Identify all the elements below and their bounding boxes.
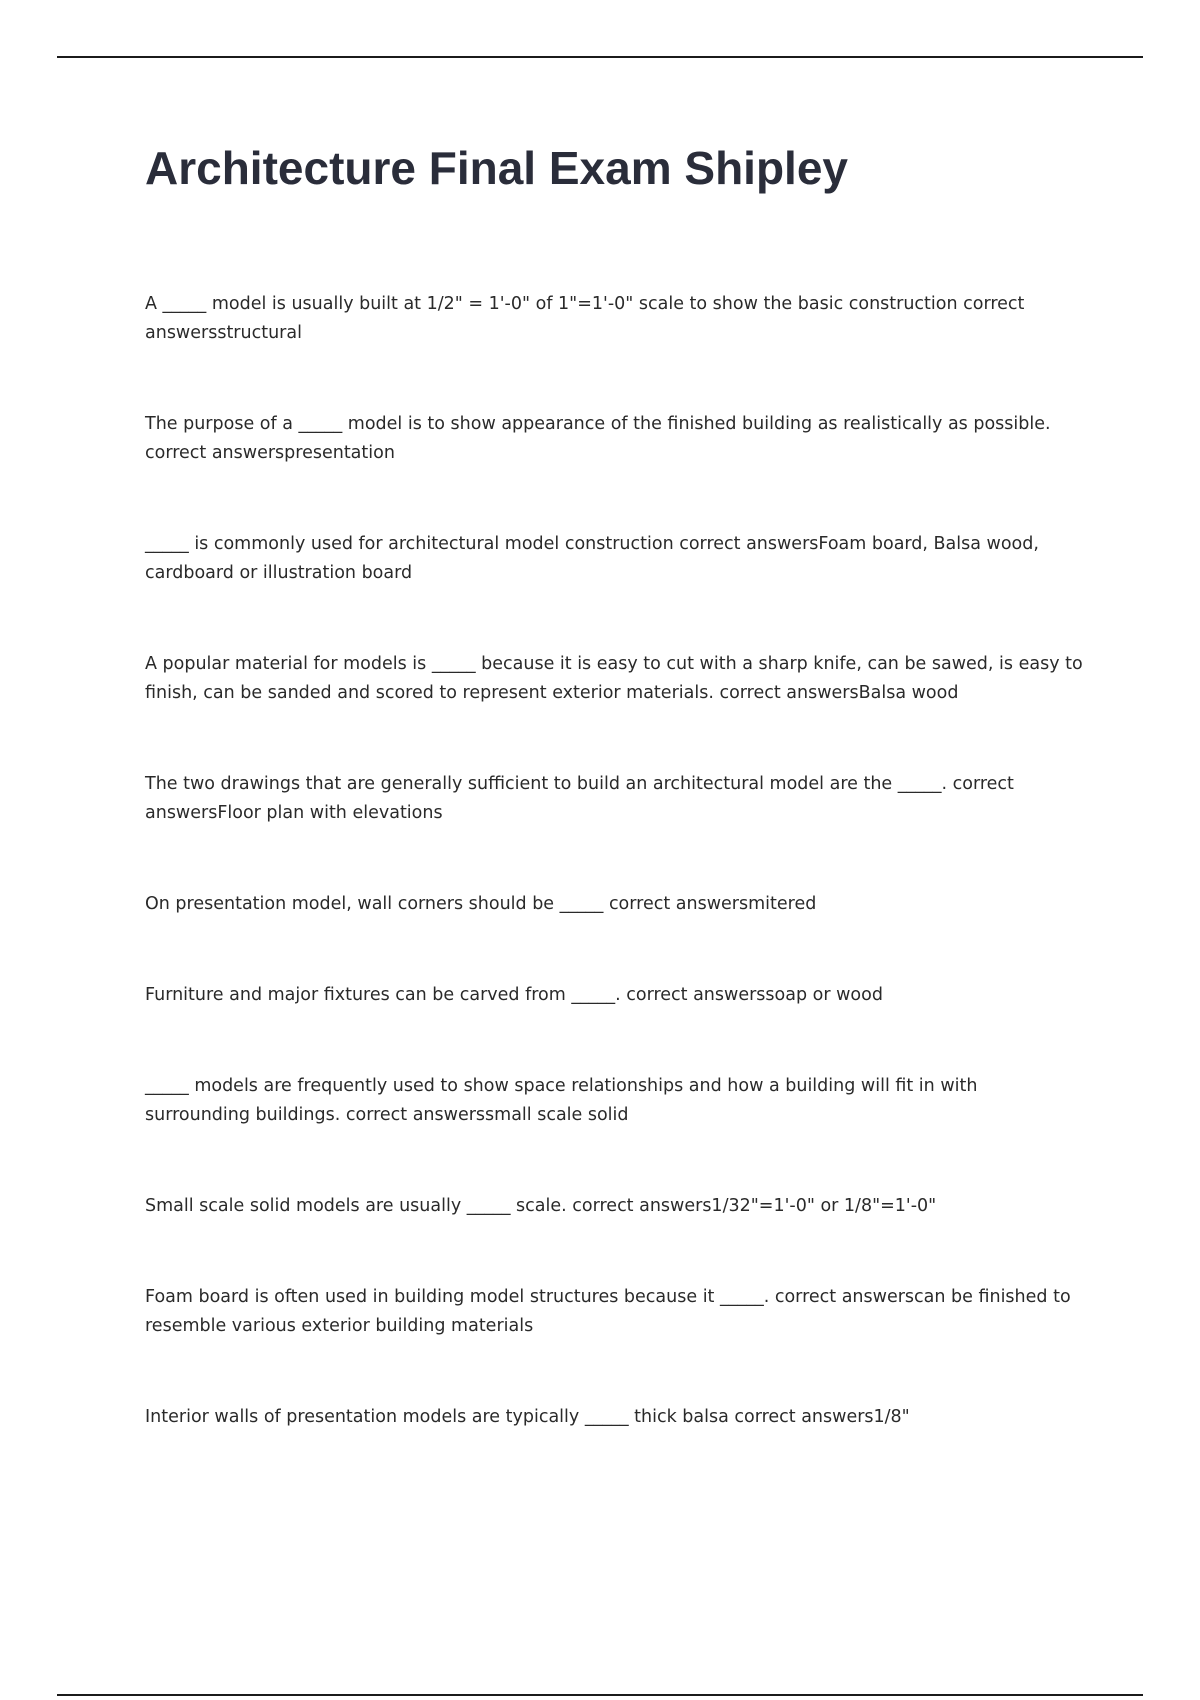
- question-item: A _____ model is usually built at 1/2" = 1'-0" of 1"=1'-0" scale to show the basic construction correct answersstructural: [145, 294, 1025, 343]
- question-item: The purpose of a _____ model is to show appearance of the finished building as realistically as possible. correct answerspresentation: [145, 414, 1051, 463]
- question-item: _____ is commonly used for architectural model construction correct answersFoam board, Balsa wood, cardboard or illustration board: [145, 534, 1039, 583]
- question-item: Small scale solid models are usually _____ scale. correct answers1/32"=1'-0" or 1/8"=1'-0": [145, 1196, 937, 1216]
- top-rule: [57, 56, 1143, 58]
- question-item: Foam board is often used in building model structures because it _____. correct answerscan be finished to resemble various exterior building materials: [145, 1287, 1071, 1336]
- bottom-rule: [57, 1694, 1143, 1696]
- question-item: The two drawings that are generally sufficient to build an architectural model are the _____. correct answersFloor plan with elevations: [145, 774, 1014, 823]
- question-list: [145, 290, 1085, 1494]
- question-item: A popular material for models is _____ because it is easy to cut with a sharp knife, can be sawed, is easy to finish, can be sanded and scored to represent exterior materials. correct answersBalsa wood: [145, 654, 1083, 703]
- question-item: On presentation model, wall corners should be _____ correct answersmitered: [145, 894, 817, 914]
- question-item: Furniture and major fixtures can be carved from _____. correct answerssoap or wood: [145, 985, 883, 1005]
- question-item: Interior walls of presentation models are typically _____ thick balsa correct answers1/8": [145, 1407, 910, 1427]
- question-item: _____ models are frequently used to show space relationships and how a building will fit in with surrounding buildings. correct answerssmall scale solid: [145, 1076, 978, 1125]
- document-title: Architecture Final Exam Shipley: [145, 142, 849, 194]
